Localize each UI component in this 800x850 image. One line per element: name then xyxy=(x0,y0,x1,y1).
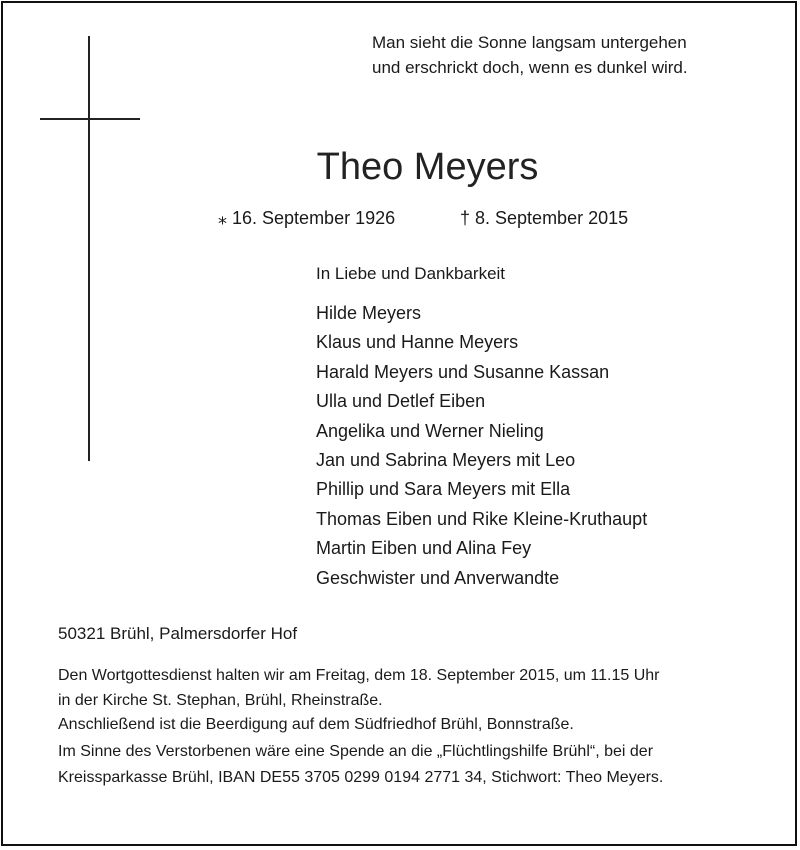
mourner-entry: Klaus und Hanne Meyers xyxy=(316,332,519,353)
deceased-name: Theo Meyers xyxy=(316,146,539,188)
mourners-intro: In Liebe und Dankbarkeit xyxy=(316,264,506,283)
birth-date: ⁎ 16. September 1926 xyxy=(218,208,396,228)
family-address: 50321 Brühl, Palmersdorfer Hof xyxy=(58,624,298,643)
death-date: † 8. September 2015 xyxy=(460,208,629,228)
mourner-entry: Hilde Meyers xyxy=(316,303,422,323)
mourner-entry: Jan und Sabrina Meyers mit Leo xyxy=(316,449,576,470)
cross-icon-horizontal xyxy=(40,118,140,120)
quote-line: Man sieht die Sonne langsam untergehen xyxy=(372,33,687,52)
donation-note xyxy=(58,739,663,791)
donation-line: Kreissparkasse Brühl, IBAN DE55 3705 0299 0194 2771 34, Stichwort: Theo Meyers. xyxy=(58,769,664,786)
mourners-list xyxy=(316,299,647,593)
service-details xyxy=(58,664,660,738)
donation-line: Im Sinne des Verstorbenen wäre eine Spende an die „Flüchtlingshilfe Brühl“, bei der xyxy=(58,743,654,760)
mourner-entry: Angelika und Werner Nieling xyxy=(316,420,544,441)
service-line: Den Wortgottesdienst halten wir am Freitag, dem 18. September 2015, um 11.15 Uhr xyxy=(58,667,660,684)
mourner-entry: Martin Eiben und Alina Fey xyxy=(316,538,532,559)
quote-line: und erschrickt doch, wenn es dunkel wird. xyxy=(372,58,688,77)
mourner-entry: Geschwister und Anverwandte xyxy=(316,567,560,588)
mourner-entry: Thomas Eiben und Rike Kleine-Kruthaupt xyxy=(316,508,648,529)
cross-icon-vertical xyxy=(88,36,90,461)
epigraph-quote xyxy=(372,30,688,80)
service-line: Anschließend ist die Beerdigung auf dem Südfriedhof Brühl, Bonnstraße. xyxy=(58,716,574,733)
mourner-entry: Phillip und Sara Meyers mit Ella xyxy=(316,479,571,500)
service-line: in der Kirche St. Stephan, Brühl, Rheinstraße. xyxy=(58,691,383,709)
mourner-entry: Harald Meyers und Susanne Kassan xyxy=(316,361,610,382)
mourner-entry: Ulla und Detlef Eiben xyxy=(316,391,486,412)
